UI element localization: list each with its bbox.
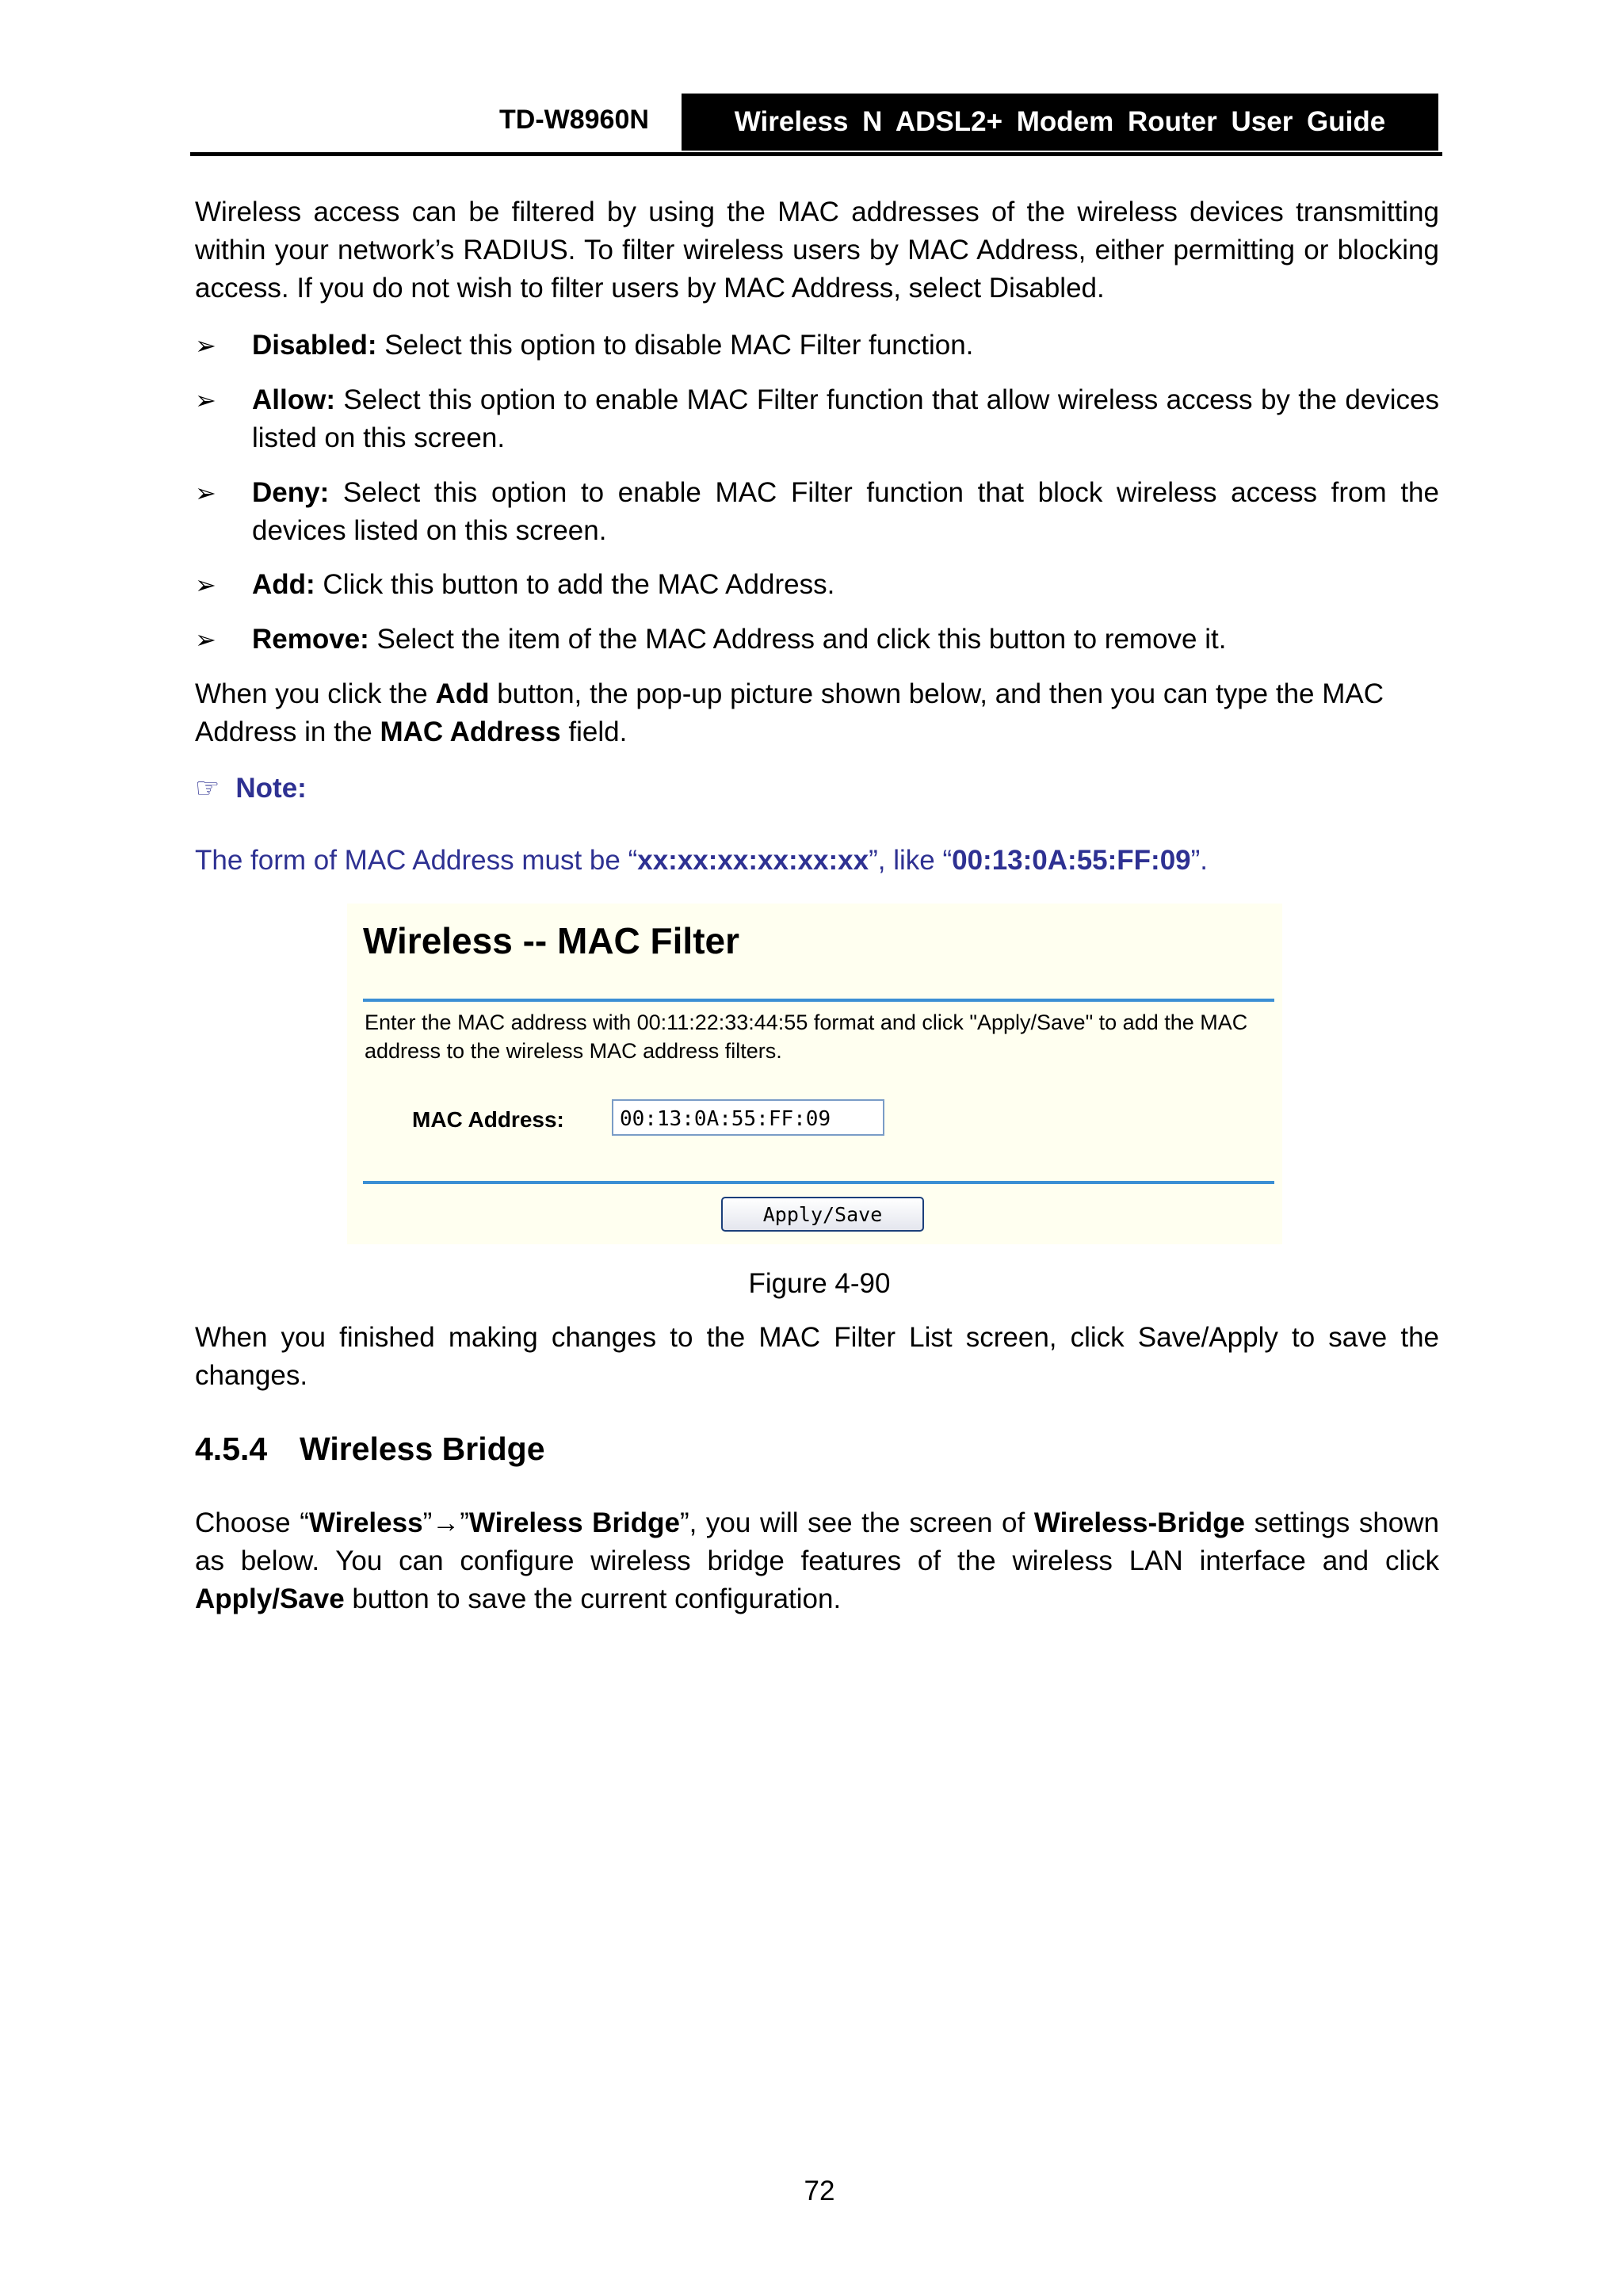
bullet-item: Allow: Select this option to enable MAC Filter function that allow wireless access by the devices listed on this screen.: [252, 384, 1439, 453]
add-paragraph: When you click the Add button, the pop-up picture shown below, and then you can type the MAC Address in the MAC Address field.: [195, 678, 1384, 747]
header-model: TD-W8960N: [499, 105, 649, 135]
figure-caption: Figure 4-90: [748, 1268, 891, 1299]
header-rule: [190, 152, 1442, 156]
figure-divider: [363, 999, 1274, 1002]
bullet-arrow-icon: ➢: [195, 331, 216, 360]
header-guide-title: Wireless N ADSL2+ Modem Router User Guide: [682, 94, 1438, 151]
mac-address-label: MAC Address:: [412, 1107, 564, 1132]
mac-address-input[interactable]: 00:13:0A:55:FF:09: [612, 1099, 884, 1136]
bullet-arrow-icon: ➢: [195, 625, 216, 654]
note-heading: ☞ Note:: [195, 773, 307, 804]
bullet-item: Remove: Select the item of the MAC Address and click this button to remove it.: [252, 624, 1227, 655]
apply-save-button[interactable]: Apply/Save: [721, 1197, 924, 1232]
bullet-item: Disabled: Select this option to disable MAC Filter function.: [252, 330, 974, 361]
mac-filter-screenshot: [347, 904, 1282, 1244]
bullet-arrow-icon: ➢: [195, 571, 216, 599]
bridge-paragraph: Choose “Wireless”→”Wireless Bridge”, you will see the screen of Wireless-Bridge settings shown as below. You can configure wireless bridge features of the wireless LAN interface and click Apply/Save button to save the current configuration.: [195, 1507, 1439, 1614]
bullet-item: Add: Click this button to add the MAC Address.: [252, 569, 835, 600]
figure-title: Wireless -- MAC Filter: [363, 920, 740, 961]
bullet-item: Deny: Select this option to enable MAC Filter function that block wireless access from the devices listed on this screen.: [252, 477, 1439, 546]
bullet-arrow-icon: ➢: [195, 479, 216, 507]
pointing-hand-icon: ☞: [195, 773, 220, 804]
page-number: 72: [804, 2176, 835, 2206]
figure-divider: [363, 1181, 1274, 1184]
intro-paragraph: Wireless access can be filtered by using the MAC addresses of the wireless devices transmitting within your network’s RADIUS. To filter wireless users by MAC Address, either permitting or blocking access. If you do not wish to filter users by MAC Address, select Disabled.: [195, 197, 1439, 304]
finish-paragraph: When you finished making changes to the MAC Filter List screen, click Save/Apply to save the changes.: [195, 1322, 1439, 1391]
note-text: The form of MAC Address must be “xx:xx:xx:xx:xx:xx”, like “00:13:0A:55:FF:09”.: [195, 845, 1209, 876]
right-arrow-icon: →: [432, 1507, 460, 1538]
section-heading: 4.5.4 Wireless Bridge: [195, 1431, 545, 1467]
figure-description: Enter the MAC address with 00:11:22:33:44:55 format and click "Apply/Save" to add the MAC address to the wireless MAC address filters.: [365, 1010, 1248, 1063]
bullet-arrow-icon: ➢: [195, 386, 216, 415]
